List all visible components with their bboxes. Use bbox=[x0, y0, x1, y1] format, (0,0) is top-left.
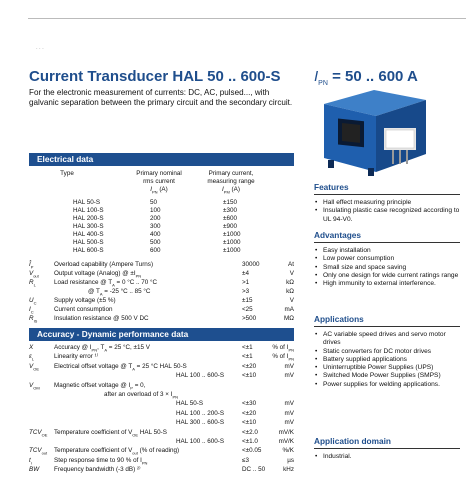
value: >500 bbox=[242, 315, 257, 322]
advantages-list bbox=[314, 247, 464, 288]
features-heading: Features bbox=[314, 182, 349, 192]
application-item: • Power supplies for welding applications. bbox=[314, 381, 464, 389]
nominal-cell: 100 bbox=[150, 207, 161, 214]
description: Step response time to 90 % of $I_{PN}$ bbox=[54, 456, 148, 466]
value: <±30 bbox=[242, 400, 257, 408]
param-row bbox=[29, 261, 294, 269]
unit-sub: PN bbox=[288, 347, 294, 353]
param-row bbox=[29, 315, 294, 323]
symbol-char: Î bbox=[29, 261, 31, 268]
description-sub: out bbox=[132, 450, 138, 456]
symbol-sub: out bbox=[33, 273, 39, 279]
type-cell: HAL 50-S bbox=[73, 199, 101, 206]
description-sub: A bbox=[99, 291, 103, 297]
ipn-value: = 50 .. 600 A bbox=[327, 68, 418, 85]
param-row bbox=[29, 288, 294, 296]
description: Overload capability (Ampere Turns) bbox=[54, 261, 154, 268]
range-cell: ±300 bbox=[223, 207, 237, 214]
nominal-header-line2: rms current bbox=[143, 178, 175, 185]
advantage-item: • High immunity to external interference. bbox=[314, 280, 464, 288]
range-cell: ±1000 bbox=[223, 231, 241, 238]
accuracy-row bbox=[29, 344, 294, 352]
electrical-data-heading: Electrical data bbox=[29, 153, 294, 166]
symbol-char: U bbox=[29, 297, 34, 304]
nominal-cell: 400 bbox=[150, 231, 161, 238]
value: ±15 bbox=[242, 297, 253, 304]
description: Linearity error ¹⁾ bbox=[54, 353, 99, 361]
description: Insulation resistance @ 500 V DC bbox=[54, 315, 149, 322]
unit: mV bbox=[284, 372, 294, 380]
application-domain-list bbox=[314, 453, 464, 461]
advantage-item: • Small size and space saving bbox=[314, 264, 464, 272]
value: ±4 bbox=[242, 270, 249, 277]
range-cell: ±600 bbox=[223, 215, 237, 222]
range-cell: ±1000 bbox=[223, 239, 241, 246]
symbol-char: V bbox=[29, 381, 34, 389]
accuracy-heading: Accuracy - Dynamic performance data bbox=[29, 328, 294, 341]
type-cell: HAL 400-S bbox=[73, 231, 104, 238]
description: @ $T_A = -25$ °C .. 85 °C bbox=[88, 288, 151, 297]
unit: kΩ bbox=[286, 288, 294, 295]
description: Accuracy @ $I_{PN}$, $T_A = 25$ °C, ±15 V bbox=[54, 344, 150, 353]
unit: mV bbox=[284, 409, 294, 417]
param-row bbox=[29, 279, 294, 287]
value: >1 bbox=[242, 279, 250, 286]
symbol-char: R bbox=[29, 279, 34, 286]
range-column-header bbox=[191, 170, 271, 196]
applications-rule bbox=[314, 326, 460, 327]
symbol-sub: IS bbox=[33, 318, 38, 324]
accuracy-row bbox=[29, 419, 294, 427]
symbol-char: V bbox=[29, 362, 34, 370]
nominal-cell: 50 bbox=[150, 199, 158, 206]
range-cell: ±150 bbox=[223, 199, 237, 206]
symbol-sub: C bbox=[33, 300, 37, 306]
unit: mV/K bbox=[278, 428, 294, 436]
nominal-cell: 300 bbox=[150, 223, 161, 230]
application-domain-item: • Industrial. bbox=[314, 453, 464, 461]
symbol-sub: C bbox=[30, 309, 34, 315]
nominal-cell: 200 bbox=[150, 215, 161, 222]
unit: V bbox=[289, 270, 294, 277]
description-sub: PN bbox=[172, 394, 178, 400]
unit-sub: PN bbox=[288, 356, 294, 362]
accuracy-row bbox=[29, 447, 294, 455]
accuracy-row bbox=[29, 382, 294, 390]
accuracy-row bbox=[29, 363, 294, 371]
range-cell: ±900 bbox=[223, 223, 237, 230]
document-title: Current Transducer HAL 50 .. 600-S bbox=[29, 68, 281, 85]
value: <25 bbox=[242, 306, 253, 313]
symbol-char: R bbox=[29, 315, 34, 322]
unit: At bbox=[288, 261, 294, 268]
unit: % of $I_{PN}$ bbox=[272, 353, 294, 362]
description: Supply voltage (±5 %) bbox=[54, 297, 116, 304]
value: <±0.05 bbox=[242, 447, 262, 455]
nominal-cell: 500 bbox=[150, 239, 161, 246]
value: DC .. 50 bbox=[242, 466, 266, 474]
value: <±1.0 bbox=[242, 438, 258, 445]
unit: V bbox=[289, 297, 294, 304]
application-item: • Uninterruptible Power Supplies (UPS) bbox=[314, 364, 464, 372]
description: HAL 50-S bbox=[176, 400, 204, 408]
unit: MΩ bbox=[284, 315, 294, 322]
symbol-char: BW bbox=[29, 466, 40, 474]
symbol-sub: L bbox=[33, 282, 36, 288]
applications-list bbox=[314, 331, 464, 389]
nominal-header-line1: Primary nominal bbox=[136, 170, 182, 177]
symbol-char: V bbox=[29, 270, 34, 277]
ipn-symbol: I bbox=[314, 68, 319, 85]
symbol-sub: out bbox=[41, 450, 48, 456]
param-row bbox=[29, 306, 294, 314]
description-sub: OE bbox=[132, 431, 139, 437]
description-sub: A bbox=[112, 282, 115, 288]
unit: %/K bbox=[282, 447, 294, 455]
symbol-char: X bbox=[29, 344, 34, 351]
symbol-sub: r bbox=[30, 460, 33, 466]
top-rule bbox=[28, 18, 466, 19]
description-sub: PN bbox=[91, 347, 98, 353]
accuracy-row bbox=[29, 353, 294, 361]
type-cell: HAL 600-S bbox=[73, 247, 104, 254]
feature-item: • Hall effect measuring principle bbox=[314, 199, 464, 207]
unit: mV bbox=[284, 362, 294, 370]
advantage-item: • Only one design for wide current ratings range bbox=[314, 272, 464, 280]
symbol-char: I bbox=[29, 306, 31, 313]
accuracy-row bbox=[29, 410, 294, 418]
description: after an overload of $3 \times I_{PN}$ bbox=[104, 391, 178, 400]
unit: mA bbox=[284, 306, 294, 313]
range-header-line1: Primary current, bbox=[208, 170, 254, 177]
value: <±1 bbox=[242, 344, 253, 351]
description: Output voltage (Analog) @ $\pm I_{PN}$ bbox=[54, 270, 142, 279]
application-item: • Switched Mode Power Supplies (SMPS) bbox=[314, 372, 464, 380]
header-mark: · · · bbox=[36, 46, 44, 52]
type-column-header: Type bbox=[60, 170, 74, 177]
type-cell: HAL 200-S bbox=[73, 215, 104, 222]
accuracy-row bbox=[29, 438, 294, 446]
accuracy-row bbox=[29, 400, 294, 408]
value: <±10 bbox=[242, 372, 257, 380]
range-cell: ±1000 bbox=[223, 247, 241, 254]
symbol-sub: OM bbox=[33, 384, 40, 390]
application-item: • AC variable speed drives and servo motor drives bbox=[314, 331, 464, 348]
ipn-subscript: PN bbox=[318, 80, 328, 87]
accuracy-row bbox=[29, 457, 294, 465]
value: <±2.0 bbox=[242, 428, 258, 436]
advantages-rule bbox=[314, 242, 460, 243]
value: <±20 bbox=[242, 362, 257, 370]
unit: % of $I_{PN}$ bbox=[272, 344, 294, 353]
unit: mV/K bbox=[278, 438, 294, 445]
advantage-item: • Low power consumption bbox=[314, 255, 464, 263]
type-cell: HAL 100-S bbox=[73, 207, 104, 214]
feature-item: • Insulating plastic case recognized according to UL 94-V0. bbox=[314, 207, 464, 224]
accuracy-row bbox=[29, 466, 294, 474]
application-domain-heading: Application domain bbox=[314, 436, 391, 446]
description: HAL 100 .. 200-S bbox=[176, 409, 225, 417]
nominal-header-line3: $I_{PN}$ (A) bbox=[150, 186, 168, 195]
application-domain-rule bbox=[314, 448, 460, 449]
description-sub: PN bbox=[141, 460, 148, 466]
symbol-sub: L bbox=[31, 356, 35, 362]
symbol-char: t bbox=[29, 456, 31, 464]
value: <±1 bbox=[242, 353, 253, 361]
intro-paragraph: For the electronic measurement of currents: DC, AC, pulsed..., with galvanic separation between the primary circuit and the secondary circuit. bbox=[29, 88, 293, 107]
features-rule bbox=[314, 194, 460, 195]
description-sub: A bbox=[132, 366, 135, 372]
unit: mV bbox=[284, 400, 294, 408]
type-cell: HAL 500-S bbox=[73, 239, 104, 246]
advantages-heading: Advantages bbox=[314, 230, 362, 240]
type-cell: HAL 300-S bbox=[73, 223, 104, 230]
accuracy-row bbox=[29, 372, 294, 380]
description: Current consumption bbox=[54, 306, 113, 313]
value: 30000 bbox=[242, 261, 260, 268]
description: Temperature coefficient of $V_{OE}$ HAL 50-S bbox=[54, 428, 167, 437]
description-sub: P bbox=[130, 384, 133, 390]
nominal-column-header bbox=[121, 170, 197, 196]
application-item: • Static converters for DC motor drives bbox=[314, 348, 464, 356]
description-sub2: A bbox=[104, 347, 108, 353]
symbol-char: TCV bbox=[29, 447, 42, 455]
description: HAL 100 .. 600-S bbox=[176, 438, 225, 445]
nominal-cell: 600 bbox=[150, 247, 161, 254]
application-item: • Battery supplied applications bbox=[314, 356, 464, 364]
description: Electrical offset voltage @ $T_A = 25$ °C HAL 50-S bbox=[54, 362, 187, 372]
description-sub: PN bbox=[135, 273, 142, 279]
symbol-char: ε bbox=[29, 353, 32, 361]
symbol-sub: OE bbox=[41, 431, 48, 437]
value: ≤3 bbox=[242, 456, 249, 464]
symbol-sub: P bbox=[30, 264, 34, 270]
unit: µs bbox=[287, 456, 294, 464]
description: Frequency bandwidth (-3 dB) ²⁾ bbox=[54, 466, 141, 474]
value: <±20 bbox=[242, 409, 257, 417]
symbol-sub: OE bbox=[33, 366, 39, 372]
range-header-line3: $I_{PM}$ (A) bbox=[222, 186, 240, 195]
description: Magnetic offset voltage @ $I_P = 0$, bbox=[54, 381, 146, 390]
applications-heading: Applications bbox=[314, 314, 364, 324]
transducer-image bbox=[314, 86, 434, 178]
accuracy-row bbox=[29, 429, 294, 437]
description: HAL 300 .. 600-S bbox=[176, 419, 225, 427]
param-row bbox=[29, 297, 294, 305]
symbol bbox=[29, 315, 37, 325]
symbol-char: TCV bbox=[29, 428, 42, 436]
unit: kΩ bbox=[286, 279, 294, 286]
description: Temperature coefficient of $V_{out}$ (% of reading) bbox=[54, 447, 180, 456]
symbol bbox=[29, 344, 33, 352]
range-header-line2: measuring range bbox=[207, 178, 255, 185]
value: <±10 bbox=[242, 419, 257, 427]
symbol bbox=[29, 466, 39, 474]
unit: mV bbox=[284, 419, 294, 427]
value: >3 bbox=[242, 288, 250, 295]
unit: kHz bbox=[283, 466, 294, 474]
accuracy-row bbox=[29, 391, 294, 399]
description: Load resistance @ $T_A = 0$ °C .. 70 °C bbox=[54, 279, 158, 288]
advantage-item: • Easy installation bbox=[314, 247, 464, 255]
current-range-heading bbox=[314, 68, 418, 87]
param-row bbox=[29, 270, 294, 278]
features-list bbox=[314, 199, 464, 224]
description: HAL 100 .. 600-S bbox=[176, 372, 225, 380]
